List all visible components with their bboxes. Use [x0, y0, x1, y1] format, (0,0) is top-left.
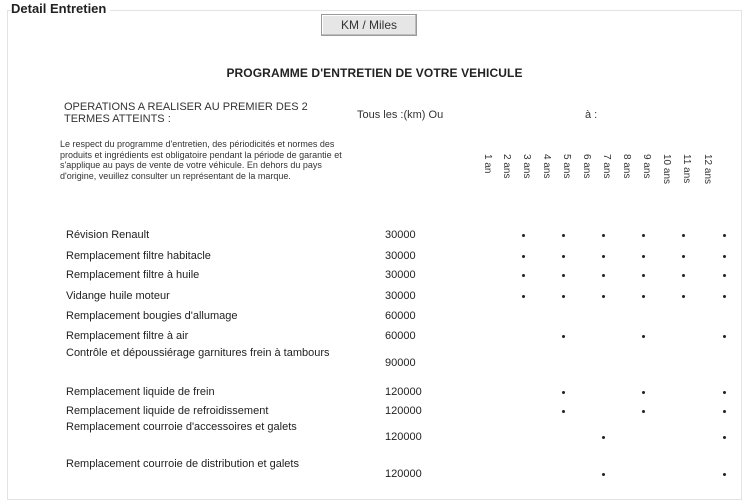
- operation-name: Remplacement courroie de distribution et galets: [66, 458, 299, 470]
- km-miles-toggle-button[interactable]: KM / Miles: [321, 14, 417, 36]
- maintenance-dot: [602, 255, 605, 258]
- maintenance-dot: [522, 274, 525, 277]
- operation-row: [0, 385, 749, 401]
- operation-interval-km: 120000: [385, 386, 422, 398]
- maintenance-dot: [682, 274, 685, 277]
- operation-name: Remplacement bougies d'allumage: [66, 310, 238, 322]
- operation-interval-km: 60000: [385, 330, 416, 342]
- operation-interval-km: 120000: [385, 468, 422, 480]
- age-column-header: à :: [585, 109, 598, 121]
- maintenance-dot: [522, 234, 525, 237]
- maintenance-dot: [642, 391, 645, 394]
- operation-interval-km: 120000: [385, 405, 422, 417]
- maintenance-dot: [723, 335, 726, 338]
- year-header: 11 ans: [681, 154, 692, 184]
- operation-row: [0, 289, 749, 305]
- maintenance-dot: [602, 274, 605, 277]
- operation-name: Remplacement filtre à air: [66, 330, 189, 342]
- operation-row: [0, 309, 749, 325]
- maintenance-dot: [642, 255, 645, 258]
- maintenance-dot: [562, 335, 565, 338]
- maintenance-dot: [642, 234, 645, 237]
- operation-name: Remplacement filtre habitacle: [66, 250, 211, 262]
- operation-name: Remplacement filtre à huile: [66, 269, 200, 281]
- operation-row: [0, 349, 749, 379]
- operations-header: OPERATIONS A REALISER AU PREMIER DES 2 TERMES ATTEINTS :: [64, 101, 308, 125]
- maintenance-dot: [602, 436, 605, 439]
- maintenance-dot: [642, 295, 645, 298]
- operation-name: Remplacement liquide de refroidissement: [66, 405, 269, 417]
- frequency-column-header: Tous les :(km) Ou: [357, 109, 444, 121]
- maintenance-dot: [602, 234, 605, 237]
- operation-name: Remplacement liquide de frein: [66, 386, 215, 398]
- maintenance-dot: [522, 255, 525, 258]
- year-header: 2 ans: [501, 154, 512, 179]
- operation-interval-km: 90000: [385, 357, 416, 369]
- year-header: 7 ans: [601, 154, 612, 179]
- maintenance-dot: [723, 473, 726, 476]
- year-header: 3 ans: [521, 154, 532, 179]
- operation-row: [0, 249, 749, 265]
- maintenance-dot: [723, 410, 726, 413]
- operation-interval-km: 60000: [385, 310, 416, 322]
- maintenance-dot: [602, 473, 605, 476]
- maintenance-dot: [723, 234, 726, 237]
- program-title: PROGRAMME D'ENTRETIEN DE VOTRE VEHICULE: [226, 66, 523, 80]
- operation-name: Contrôle et dépoussiérage garnitures frein à tambours: [66, 347, 330, 359]
- maintenance-dot: [682, 255, 685, 258]
- operation-name: Vidange huile moteur: [66, 290, 170, 302]
- year-header: 6 ans: [581, 154, 592, 179]
- year-header: 10 ans: [661, 154, 672, 185]
- operation-interval-km: 120000: [385, 431, 422, 443]
- operation-row: [0, 329, 749, 345]
- maintenance-dot: [562, 295, 565, 298]
- maintenance-dot: [723, 295, 726, 298]
- maintenance-dot: [562, 410, 565, 413]
- year-header: 5 ans: [561, 154, 572, 179]
- operation-interval-km: 30000: [385, 229, 416, 241]
- maintenance-dot: [723, 436, 726, 439]
- maintenance-dot: [682, 295, 685, 298]
- maintenance-dot: [642, 274, 645, 277]
- operation-row: [0, 423, 749, 453]
- maintenance-dot: [682, 234, 685, 237]
- maintenance-dot: [642, 335, 645, 338]
- operation-row: [0, 268, 749, 284]
- year-header: 12 ans: [702, 154, 713, 185]
- operation-row: [0, 404, 749, 420]
- operation-name: Révision Renault: [66, 229, 150, 241]
- section-title: Detail Entretien: [11, 1, 110, 16]
- maintenance-dot: [562, 255, 565, 258]
- operation-interval-km: 30000: [385, 250, 416, 262]
- maintenance-dot: [723, 274, 726, 277]
- maintenance-dot: [562, 274, 565, 277]
- year-header: 1 an: [482, 154, 493, 174]
- year-header: 4 ans: [541, 154, 552, 179]
- operation-interval-km: 30000: [385, 290, 416, 302]
- maintenance-dot: [723, 255, 726, 258]
- operation-name: Remplacement courroie d'accessoires et galets: [66, 421, 297, 433]
- operation-row: [0, 228, 749, 244]
- operation-interval-km: 30000: [385, 269, 416, 281]
- maintenance-dot: [602, 295, 605, 298]
- maintenance-dot: [642, 410, 645, 413]
- maintenance-dot: [562, 391, 565, 394]
- year-header: 8 ans: [621, 154, 632, 179]
- maintenance-dot: [562, 234, 565, 237]
- operation-row: [0, 460, 749, 490]
- year-header: 9 ans: [641, 154, 652, 179]
- maintenance-dot: [723, 391, 726, 394]
- maintenance-disclaimer: Le respect du programme d'entretien, des périodicités et normes des produits et ingrédients est obligatoire pendant la période de garantie et s'applique au pays de vente de votre véhicule. En dehors du pays d'origine, veuillez consulter un représentant de la marque.: [60, 139, 342, 181]
- maintenance-dot: [522, 295, 525, 298]
